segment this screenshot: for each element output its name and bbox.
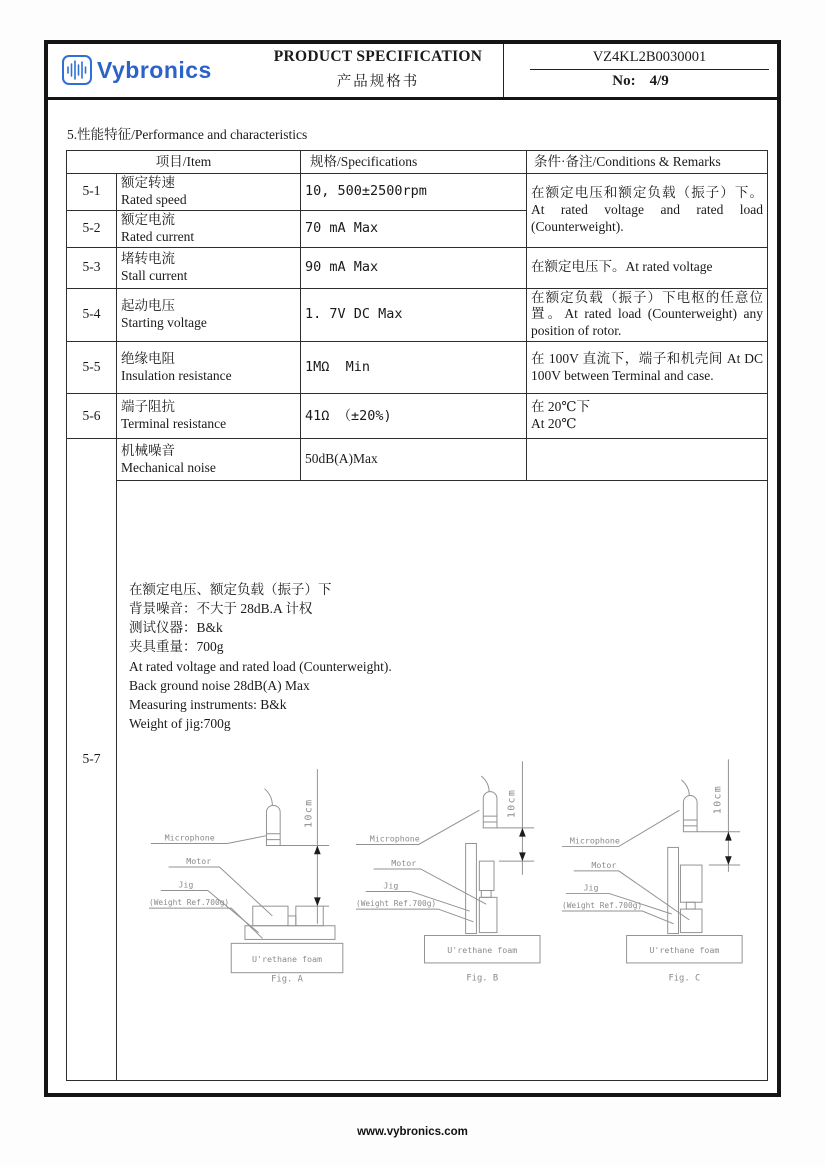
- document-header: [48, 44, 777, 100]
- remark-zh: 在额定负载（振子）下电枢的任意位置。: [531, 289, 763, 322]
- item-en: Mechanical noise: [121, 459, 216, 475]
- noise-test-notes: [121, 574, 763, 733]
- table-row: [67, 481, 768, 1081]
- spec-cell: 90 mA Max: [301, 247, 527, 288]
- remarks-cell-merged: [527, 174, 768, 248]
- remarks-cell: [527, 394, 768, 439]
- motor-label: Motor: [390, 858, 416, 869]
- figure-a: [149, 747, 350, 987]
- remark-zh: 在 100V 直流下，端子和机壳间: [531, 350, 723, 366]
- item-cell: [117, 439, 301, 481]
- item-zh: 额定电流: [121, 211, 175, 227]
- item-cell: [117, 288, 301, 342]
- note-line: Measuring instruments: B&k: [129, 696, 287, 712]
- dimension-label: 10cm: [303, 798, 315, 829]
- item-en: Starting voltage: [121, 314, 207, 330]
- microphone-label: Microphone: [570, 835, 621, 846]
- footer-url: www.vybronics.com: [357, 1126, 468, 1138]
- waveform-logo-icon: [62, 55, 92, 85]
- table-row: [67, 174, 768, 211]
- item-zh: 端子阻抗: [121, 399, 175, 415]
- title-chinese: 产品规格书: [336, 74, 420, 90]
- microphone-label: Microphone: [164, 832, 215, 843]
- spec-cell: 70 mA Max: [301, 210, 527, 247]
- motor-label: Motor: [591, 860, 617, 871]
- figure-b: [356, 747, 557, 987]
- item-zh: 额定转速: [121, 175, 175, 190]
- table-row: [67, 394, 768, 439]
- document-page: [44, 40, 781, 1097]
- row-number: 5-5: [67, 342, 117, 394]
- item-en: Terminal resistance: [121, 416, 227, 432]
- dimension-label: 10cm: [506, 788, 518, 819]
- row-number: 5-1: [67, 174, 117, 211]
- remarks-cell-empty: [527, 439, 768, 481]
- remark-en: At rated voltage: [625, 259, 713, 275]
- note-line: 夹具重量：700g: [129, 639, 224, 655]
- jig-label: Jig: [583, 882, 599, 893]
- note-line: 背景噪音：不大于 28dB.A 计权: [129, 601, 313, 617]
- row-number: 5-4: [67, 288, 117, 342]
- figure-c: [562, 747, 763, 987]
- note-line: Weight of jig:700g: [129, 716, 231, 732]
- brand-logo: [62, 55, 212, 85]
- jig-label: Jig: [383, 880, 399, 891]
- row-number: 5-3: [67, 247, 117, 288]
- foam-label: U'rethane foam: [446, 945, 517, 956]
- measurement-figures: [149, 747, 763, 987]
- item-zh: 机械噪音: [121, 442, 175, 458]
- item-cell: [117, 342, 301, 394]
- spec-cell: 41Ω （±20%): [301, 394, 527, 439]
- figure-caption: Fig. C: [668, 973, 701, 984]
- item-zh: 堵转电流: [121, 250, 175, 266]
- item-zh: 绝缘电阻: [121, 350, 175, 366]
- remarks-cell: [527, 288, 768, 342]
- item-en: Rated current: [121, 228, 195, 244]
- remarks-cell: [527, 247, 768, 288]
- foam-label: U'rethane foam: [251, 954, 323, 965]
- noise-test-cell: [117, 481, 768, 1081]
- table-row: [67, 342, 768, 394]
- column-header-remarks: 条件·备注/Conditions & Remarks: [527, 151, 768, 174]
- figure-caption: Fig. B: [466, 973, 498, 984]
- page-number-label: No:: [612, 73, 636, 89]
- column-header-item: 项目/Item: [67, 151, 301, 174]
- note-line: 在额定电压、额定负载（振子）下: [129, 582, 332, 597]
- page-number: [504, 70, 777, 90]
- header-doc-info: [503, 44, 777, 97]
- remark-zh: 在 20℃下: [531, 399, 590, 415]
- remark-en: At rated voltage and rated load (Counterweight).: [531, 201, 763, 234]
- remark-zh: 在额定电压下。: [531, 259, 626, 275]
- item-en: Stall current: [121, 267, 188, 283]
- item-zh: 起动电压: [121, 297, 175, 313]
- motor-shape: [479, 861, 494, 890]
- remark-zh: 在额定电压和额定负载（振子）下。: [531, 184, 763, 200]
- brand-name: Vybronics: [97, 56, 212, 83]
- motor-shape: [681, 865, 703, 902]
- column-header-spec: 规格/Specifications: [301, 151, 527, 174]
- remark-en: At 20℃: [531, 416, 577, 432]
- spec-cell: 50dB(A)Max: [301, 439, 527, 481]
- motor-shape: [253, 906, 288, 926]
- document-number: VZ4KL2B0030001: [530, 44, 769, 70]
- note-line: At rated voltage and rated load (Counterweight).: [129, 658, 392, 674]
- row-number: 5-6: [67, 394, 117, 439]
- figure-caption: Fig. A: [271, 974, 303, 985]
- note-line: 测试仪器：B&k: [129, 620, 223, 636]
- item-en: Rated speed: [121, 191, 187, 207]
- item-cell: [117, 247, 301, 288]
- weight-label: (Weight Ref.700g): [562, 901, 643, 911]
- weight-label: (Weight Ref.700g): [355, 899, 436, 909]
- note-line: Back ground noise 28dB(A) Max: [129, 677, 310, 693]
- spec-cell: 1MΩ Min: [301, 342, 527, 394]
- spec-cell: 1. 7V DC Max: [301, 288, 527, 342]
- section-title: 5.性能特征/Performance and characteristics: [67, 127, 308, 142]
- remark-en: At rated load (Counterweight) any position of rotor.: [531, 306, 763, 339]
- microphone-label: Microphone: [369, 833, 420, 844]
- table-row: [67, 247, 768, 288]
- jig-label: Jig: [178, 879, 194, 890]
- motor-label: Motor: [186, 856, 212, 867]
- table-row: [67, 288, 768, 342]
- dimension-label: 10cm: [712, 784, 724, 815]
- item-cell: [117, 394, 301, 439]
- performance-table: [66, 150, 768, 1081]
- item-en: Insulation resistance: [121, 367, 232, 383]
- table-row: [67, 439, 768, 481]
- remark-en: At DC 100V between Terminal and case.: [531, 350, 763, 383]
- item-cell: [117, 174, 301, 211]
- jig-shape: [668, 848, 679, 934]
- header-title-block: [218, 48, 538, 91]
- remarks-cell: [527, 342, 768, 394]
- row-number: 5-2: [67, 210, 117, 247]
- title-english: PRODUCT SPECIFICATION: [273, 48, 483, 65]
- item-cell: [117, 210, 301, 247]
- weight-label: (Weight Ref.700g): [149, 898, 230, 908]
- foam-label: U'rethane foam: [649, 945, 720, 956]
- spec-cell: 10, 500±2500rpm: [301, 174, 527, 211]
- row-number: 5-7: [67, 439, 117, 1081]
- page-number-value: 4/9: [649, 73, 669, 89]
